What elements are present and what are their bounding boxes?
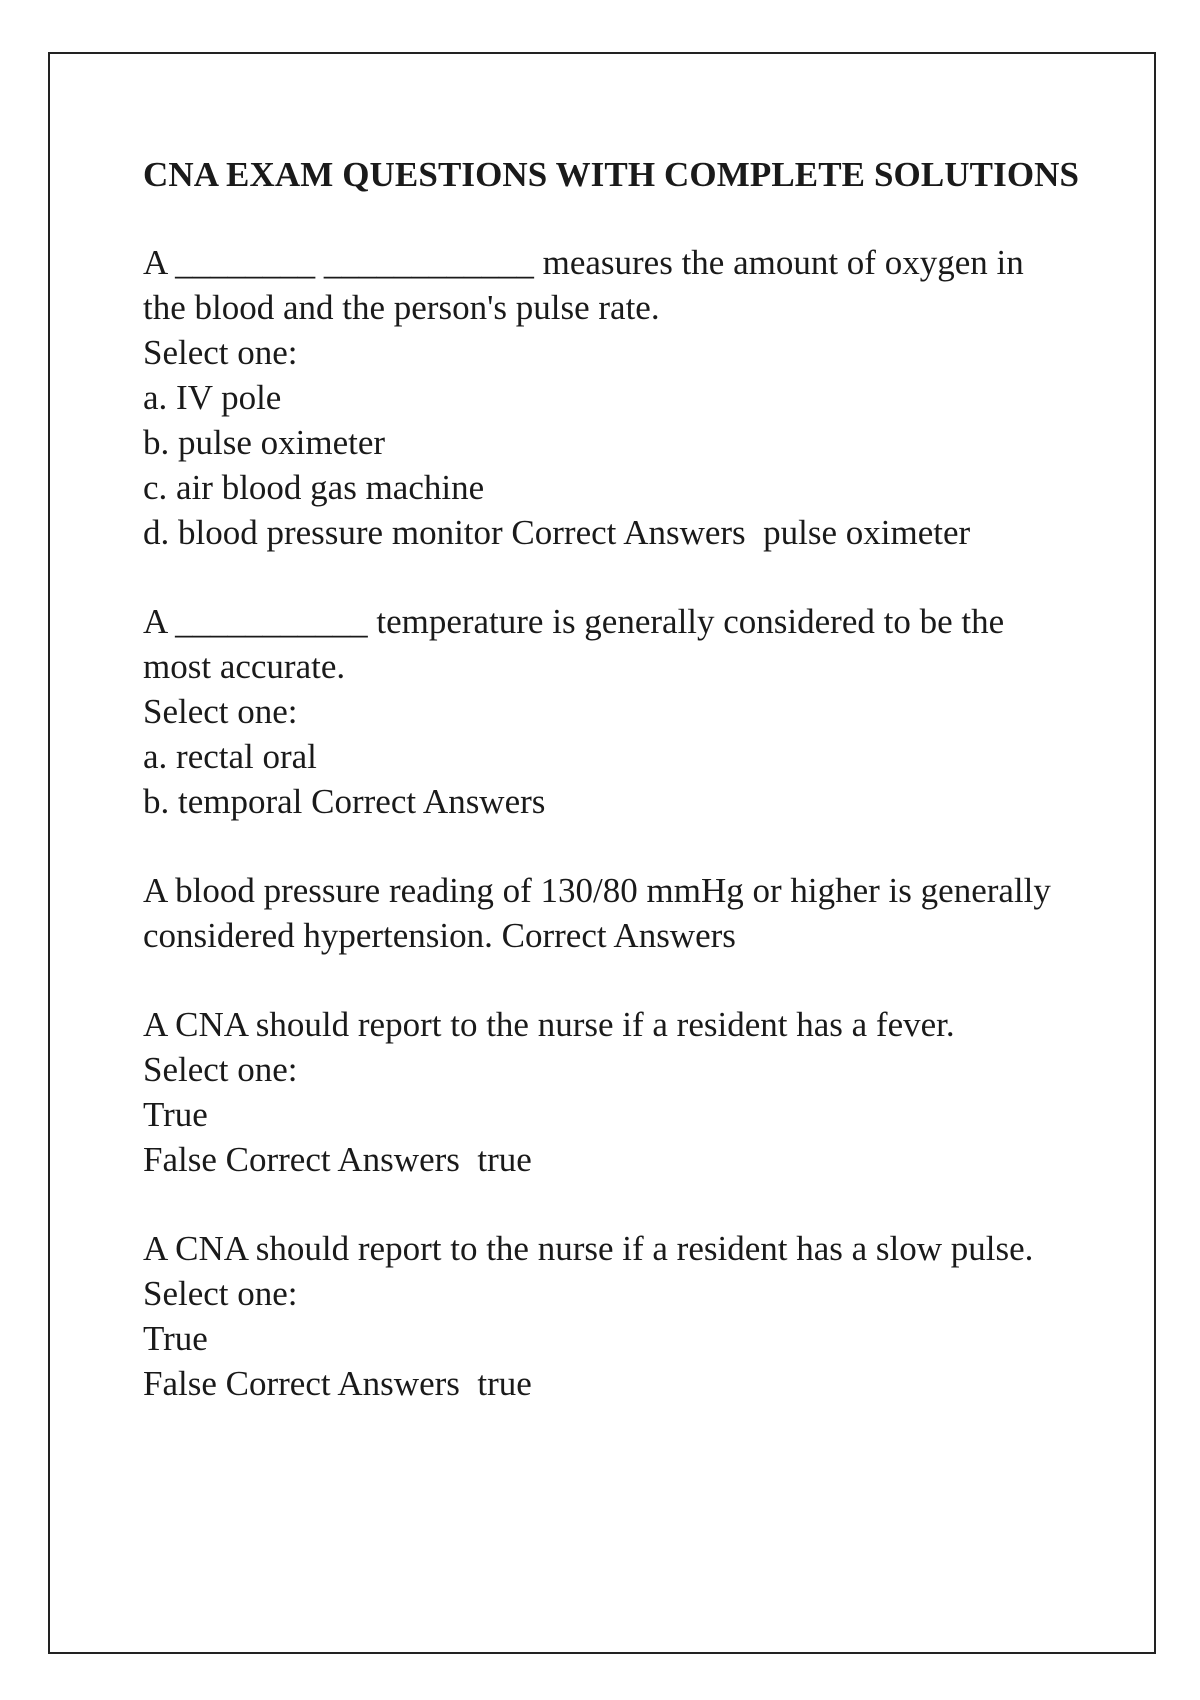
question-3-line-2-answer: considered hypertension. Correct Answers xyxy=(143,916,736,955)
question-1-option-b: b. pulse oximeter xyxy=(143,423,386,462)
question-5-select-prompt: Select one: xyxy=(143,1274,298,1313)
question-3-line-1: A blood pressure reading of 130/80 mmHg or higher is generally xyxy=(143,871,1051,910)
question-1-option-a: a. IV pole xyxy=(143,378,282,417)
question-2-select-prompt: Select one: xyxy=(143,692,298,731)
question-1 xyxy=(143,240,1103,555)
question-1-option-c: c. air blood gas machine xyxy=(143,468,485,507)
question-1-option-d-answer: d. blood pressure monitor Correct Answers pulse oximeter xyxy=(143,513,971,552)
question-4-option-true: True xyxy=(143,1095,208,1134)
question-5-line-1: A CNA should report to the nurse if a resident has a slow pulse. xyxy=(143,1229,1034,1268)
document-body xyxy=(143,152,1103,1450)
question-1-line-2: the blood and the person's pulse rate. xyxy=(143,288,660,327)
document-title: CNA EXAM QUESTIONS WITH COMPLETE SOLUTIONS xyxy=(143,155,1080,194)
question-2-line-2: most accurate. xyxy=(143,647,346,686)
question-4-line-1: A CNA should report to the nurse if a resident has a fever. xyxy=(143,1005,955,1044)
question-1-select-prompt: Select one: xyxy=(143,333,298,372)
question-2-option-a: a. rectal oral xyxy=(143,737,317,776)
question-1-line-1: A ________ ____________ measures the amount of oxygen in xyxy=(143,243,1024,282)
question-5 xyxy=(143,1226,1103,1406)
question-5-option-false-answer: False Correct Answers true xyxy=(143,1364,532,1403)
question-2-line-1: A ___________ temperature is generally considered to be the xyxy=(143,602,1005,641)
question-5-option-true: True xyxy=(143,1319,208,1358)
question-4 xyxy=(143,1002,1103,1182)
question-3 xyxy=(143,868,1103,958)
question-2 xyxy=(143,599,1103,824)
question-4-option-false-answer: False Correct Answers true xyxy=(143,1140,532,1179)
question-2-option-b-answer: b. temporal Correct Answers xyxy=(143,782,546,821)
question-4-select-prompt: Select one: xyxy=(143,1050,298,1089)
